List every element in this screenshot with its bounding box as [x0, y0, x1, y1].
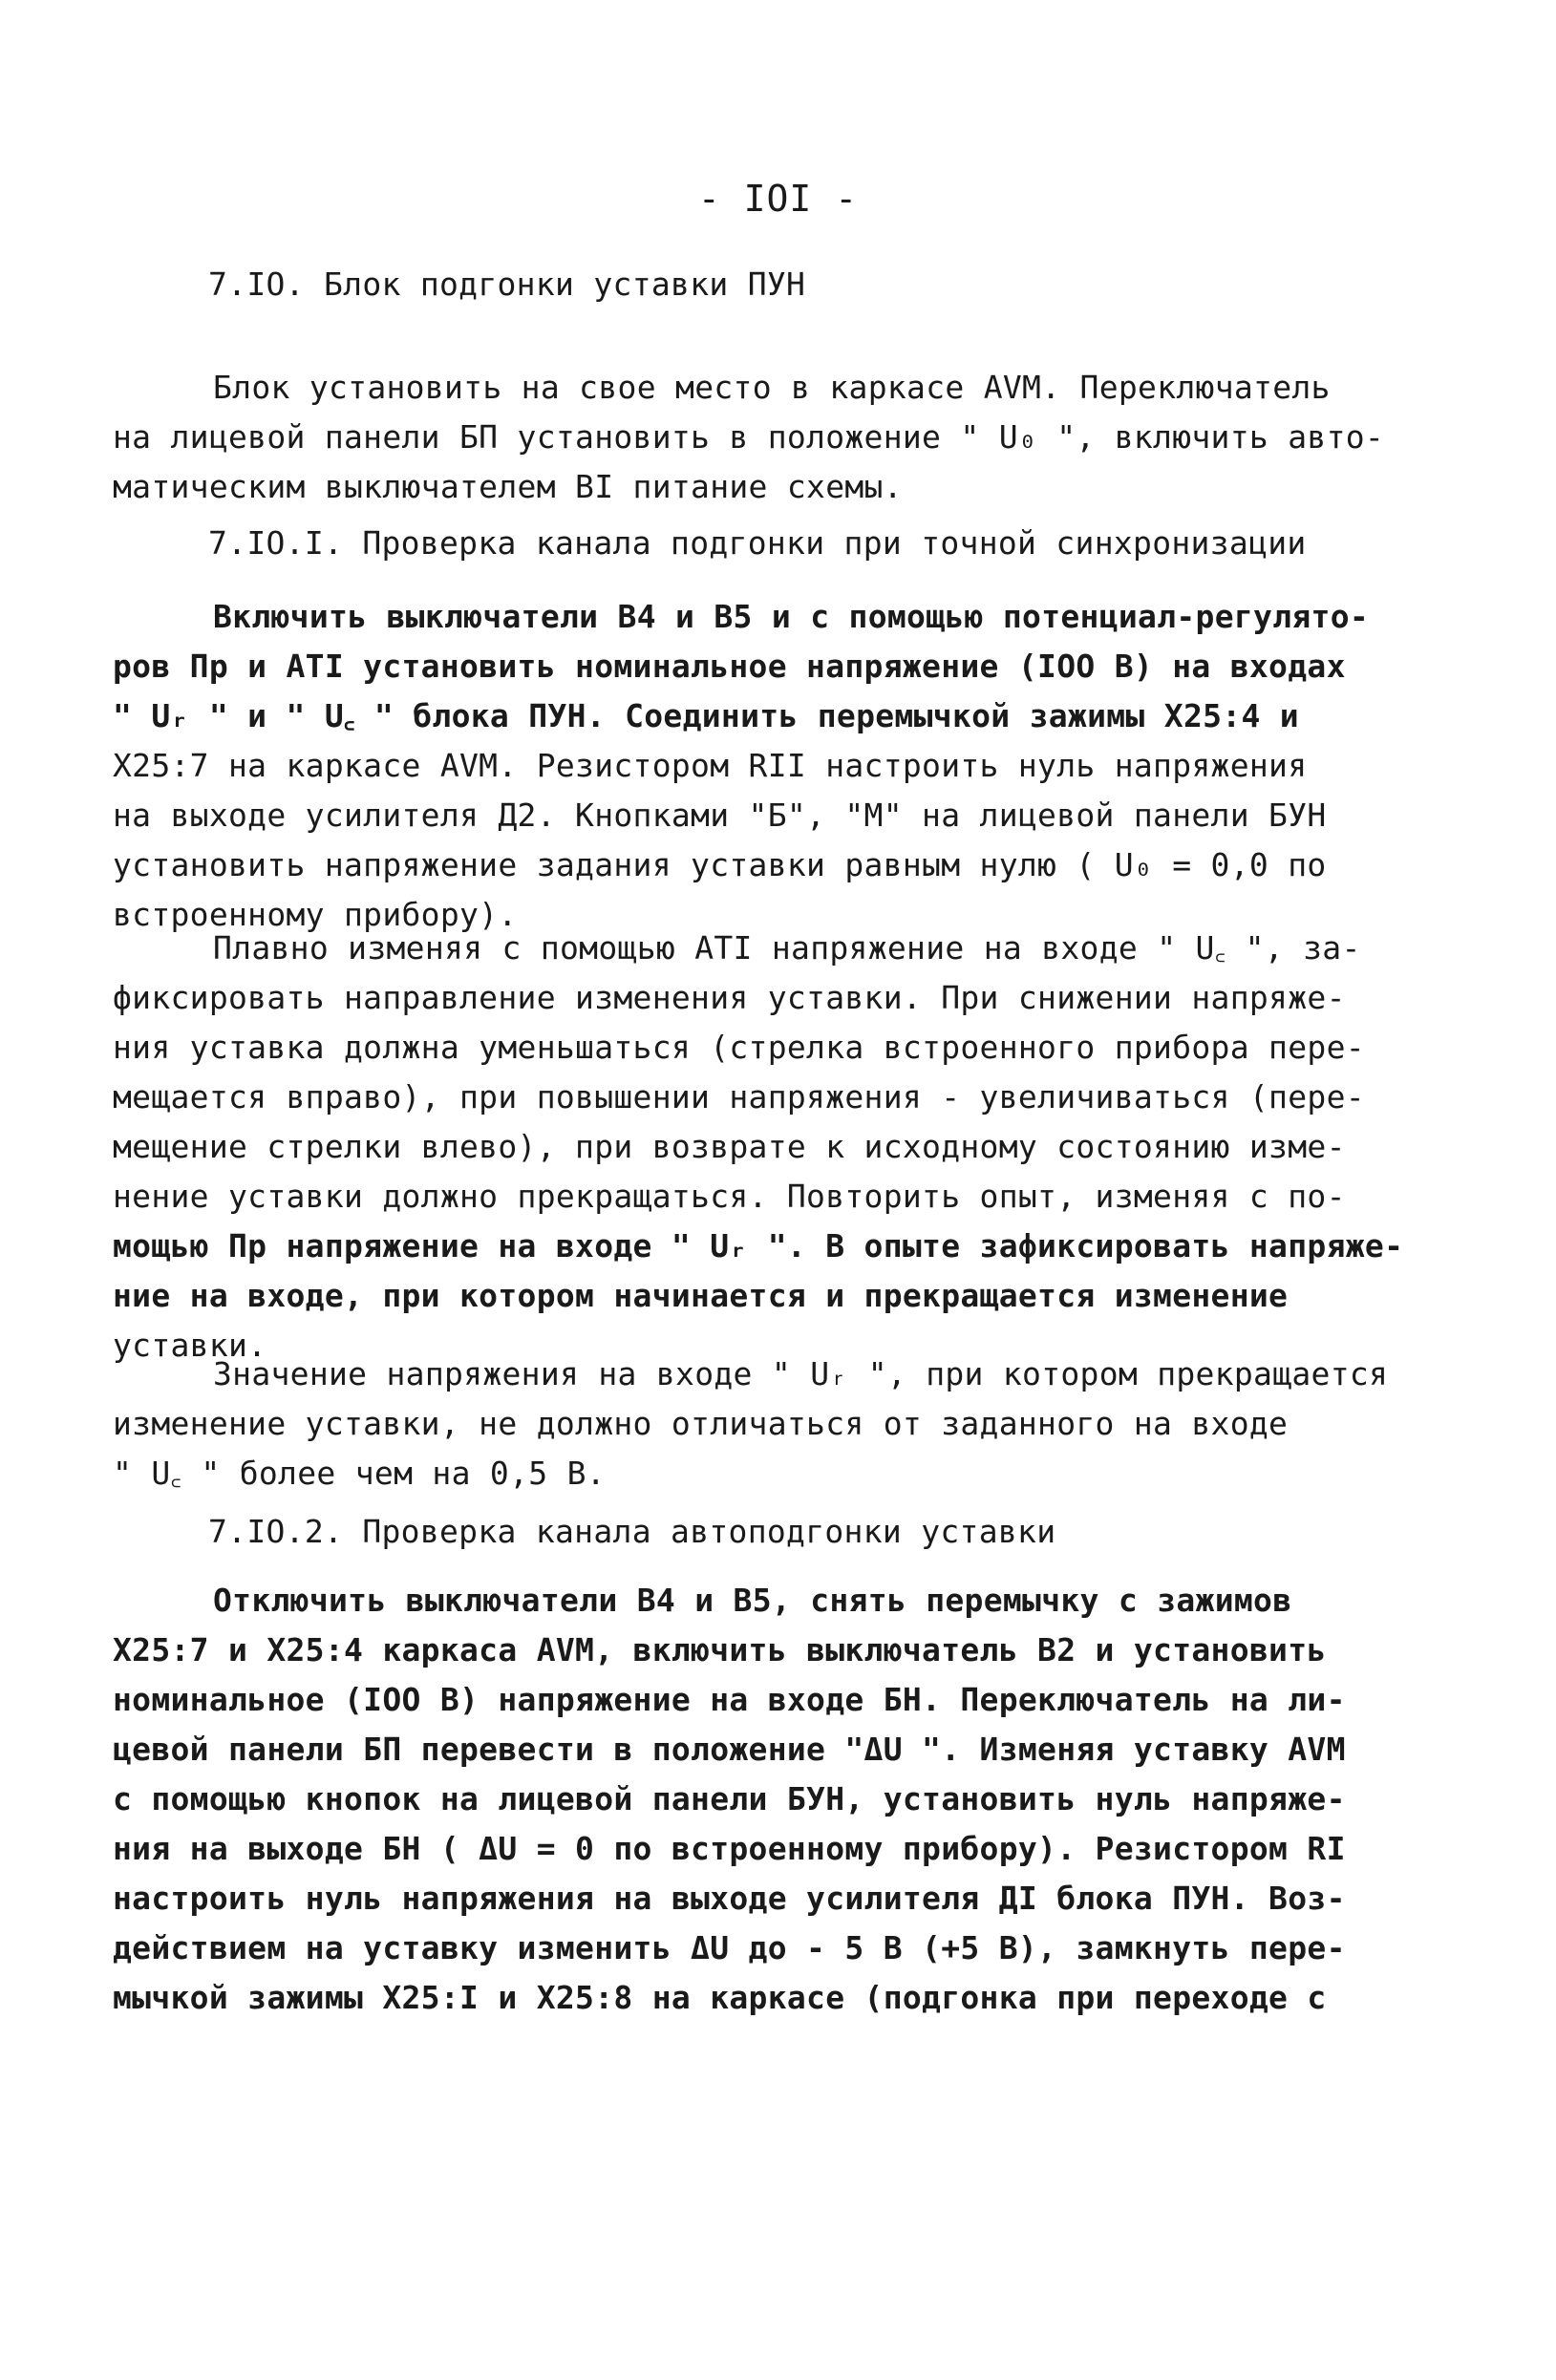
paragraph-line: мощью Пр напряжение на входе " Uᵣ ". В опыте зафиксировать напряже-	[113, 1227, 1404, 1264]
intro-line: Блок установить на свое место в каркасе AVM. Переключатель	[213, 369, 1331, 406]
intro-line: матическим выключателем BI питание схемы.	[113, 468, 903, 505]
subsection1-paragraph1	[113, 592, 1383, 940]
subsection1-paragraph3	[113, 1349, 1389, 1498]
intro-line: на лицевой панели БП установить в положение " U₀ ", включить авто-	[113, 418, 1385, 456]
paragraph-line: Значение напряжения на входе " Uᵣ ", при котором прекращается	[213, 1355, 1389, 1392]
paragraph-line: ние на входе, при котором начинается и прекращается изменение	[113, 1277, 1289, 1314]
paragraph-line: мещается вправо), при повышении напряжения - увеличиваться (пере-	[113, 1078, 1365, 1116]
paragraph-line: настроить нуль напряжения на выходе усилителя ДI блока ПУН. Воз-	[113, 1880, 1346, 1917]
paragraph-line: Х25:7 и Х25:4 каркаса AVM, включить выключатель В2 и установить	[113, 1631, 1327, 1668]
paragraph-line: мычкой зажимы Х25:I и Х25:8 на каркасе (подгонка при переходе с	[113, 1979, 1327, 2016]
section-title: 7.IO. Блок подгонки уставки ПУН	[208, 266, 806, 303]
paragraph-line: цевой панели БП перевести в положение "ΔU ". Изменяя уставку AVM	[113, 1731, 1346, 1768]
paragraph-line: Отключить выключатели В4 и В5, снять перемычку с зажимов	[213, 1582, 1292, 1619]
paragraph-line: " Uᵣ " и " U꜀ " блока ПУН. Соединить перемычкой зажимы Х25:4 и	[113, 697, 1299, 734]
section-title-block	[113, 260, 1383, 309]
paragraph-line: ния на выходе БН ( ΔU = 0 по встроенному прибору). Резистором RI	[113, 1830, 1346, 1867]
subsection2-paragraph1	[113, 1576, 1383, 2023]
subsection2-heading-block	[113, 1507, 1383, 1557]
subsection1-heading-block	[113, 519, 1383, 568]
paragraph-line: Включить выключатели В4 и В5 и с помощью потенциал-регулято-	[213, 598, 1370, 635]
subsection1-paragraph2	[113, 924, 1404, 1371]
paragraph-line: на выходе усилителя Д2. Кнопками "Б", "М" на лицевой панели БУН	[113, 797, 1327, 834]
paragraph-line: нение уставки должно прекращаться. Повторить опыт, изменяя с по-	[113, 1178, 1346, 1215]
subsection2-heading: 7.IO.2. Проверка канала автоподгонки уставки	[208, 1513, 1056, 1550]
paragraph-line: Х25:7 на каркасе AVM. Резистором RII настроить нуль напряжения	[113, 747, 1308, 784]
paragraph-line: с помощью кнопок на лицевой панели БУН, установить нуль напряже-	[113, 1780, 1346, 1817]
subsection1-heading: 7.IO.I. Проверка канала подгонки при точной синхронизации	[208, 524, 1307, 562]
paragraph-line: " U꜀ " более чем на 0,5 В.	[113, 1455, 606, 1492]
intro-paragraph	[113, 363, 1383, 512]
paragraph-line: фиксировать направление изменения уставки. При снижении напряже-	[113, 979, 1346, 1016]
paragraph-line: встроенному прибору).	[113, 896, 518, 933]
paragraph-line: ния уставка должна уменьшаться (стрелка встроенного прибора пере-	[113, 1029, 1365, 1066]
paragraph-line: мещение стрелки влево), при возврате к исходному состоянию изме-	[113, 1128, 1346, 1165]
paragraph-line: Плавно изменяя с помощью АТI напряжение на входе " U꜀ ", за-	[213, 929, 1361, 967]
page-number: - IOI -	[697, 178, 859, 220]
paragraph-line: ров Пр и АТI установить номинальное напряжение (IOO В) на входах	[113, 648, 1346, 685]
paragraph-line: изменение уставки, не должно отличаться от заданного на входе	[113, 1405, 1289, 1442]
paragraph-line: уставки.	[113, 1327, 267, 1364]
paragraph-line: действием на уставку изменить ΔU до - 5 В (+5 В), замкнуть пере-	[113, 1929, 1346, 1966]
paragraph-line: номинальное (IOO В) напряжение на входе БН. Переключатель на ли-	[113, 1681, 1346, 1718]
paragraph-line: установить напряжение задания уставки равным нулю ( U₀ = 0,0 по	[113, 846, 1327, 883]
